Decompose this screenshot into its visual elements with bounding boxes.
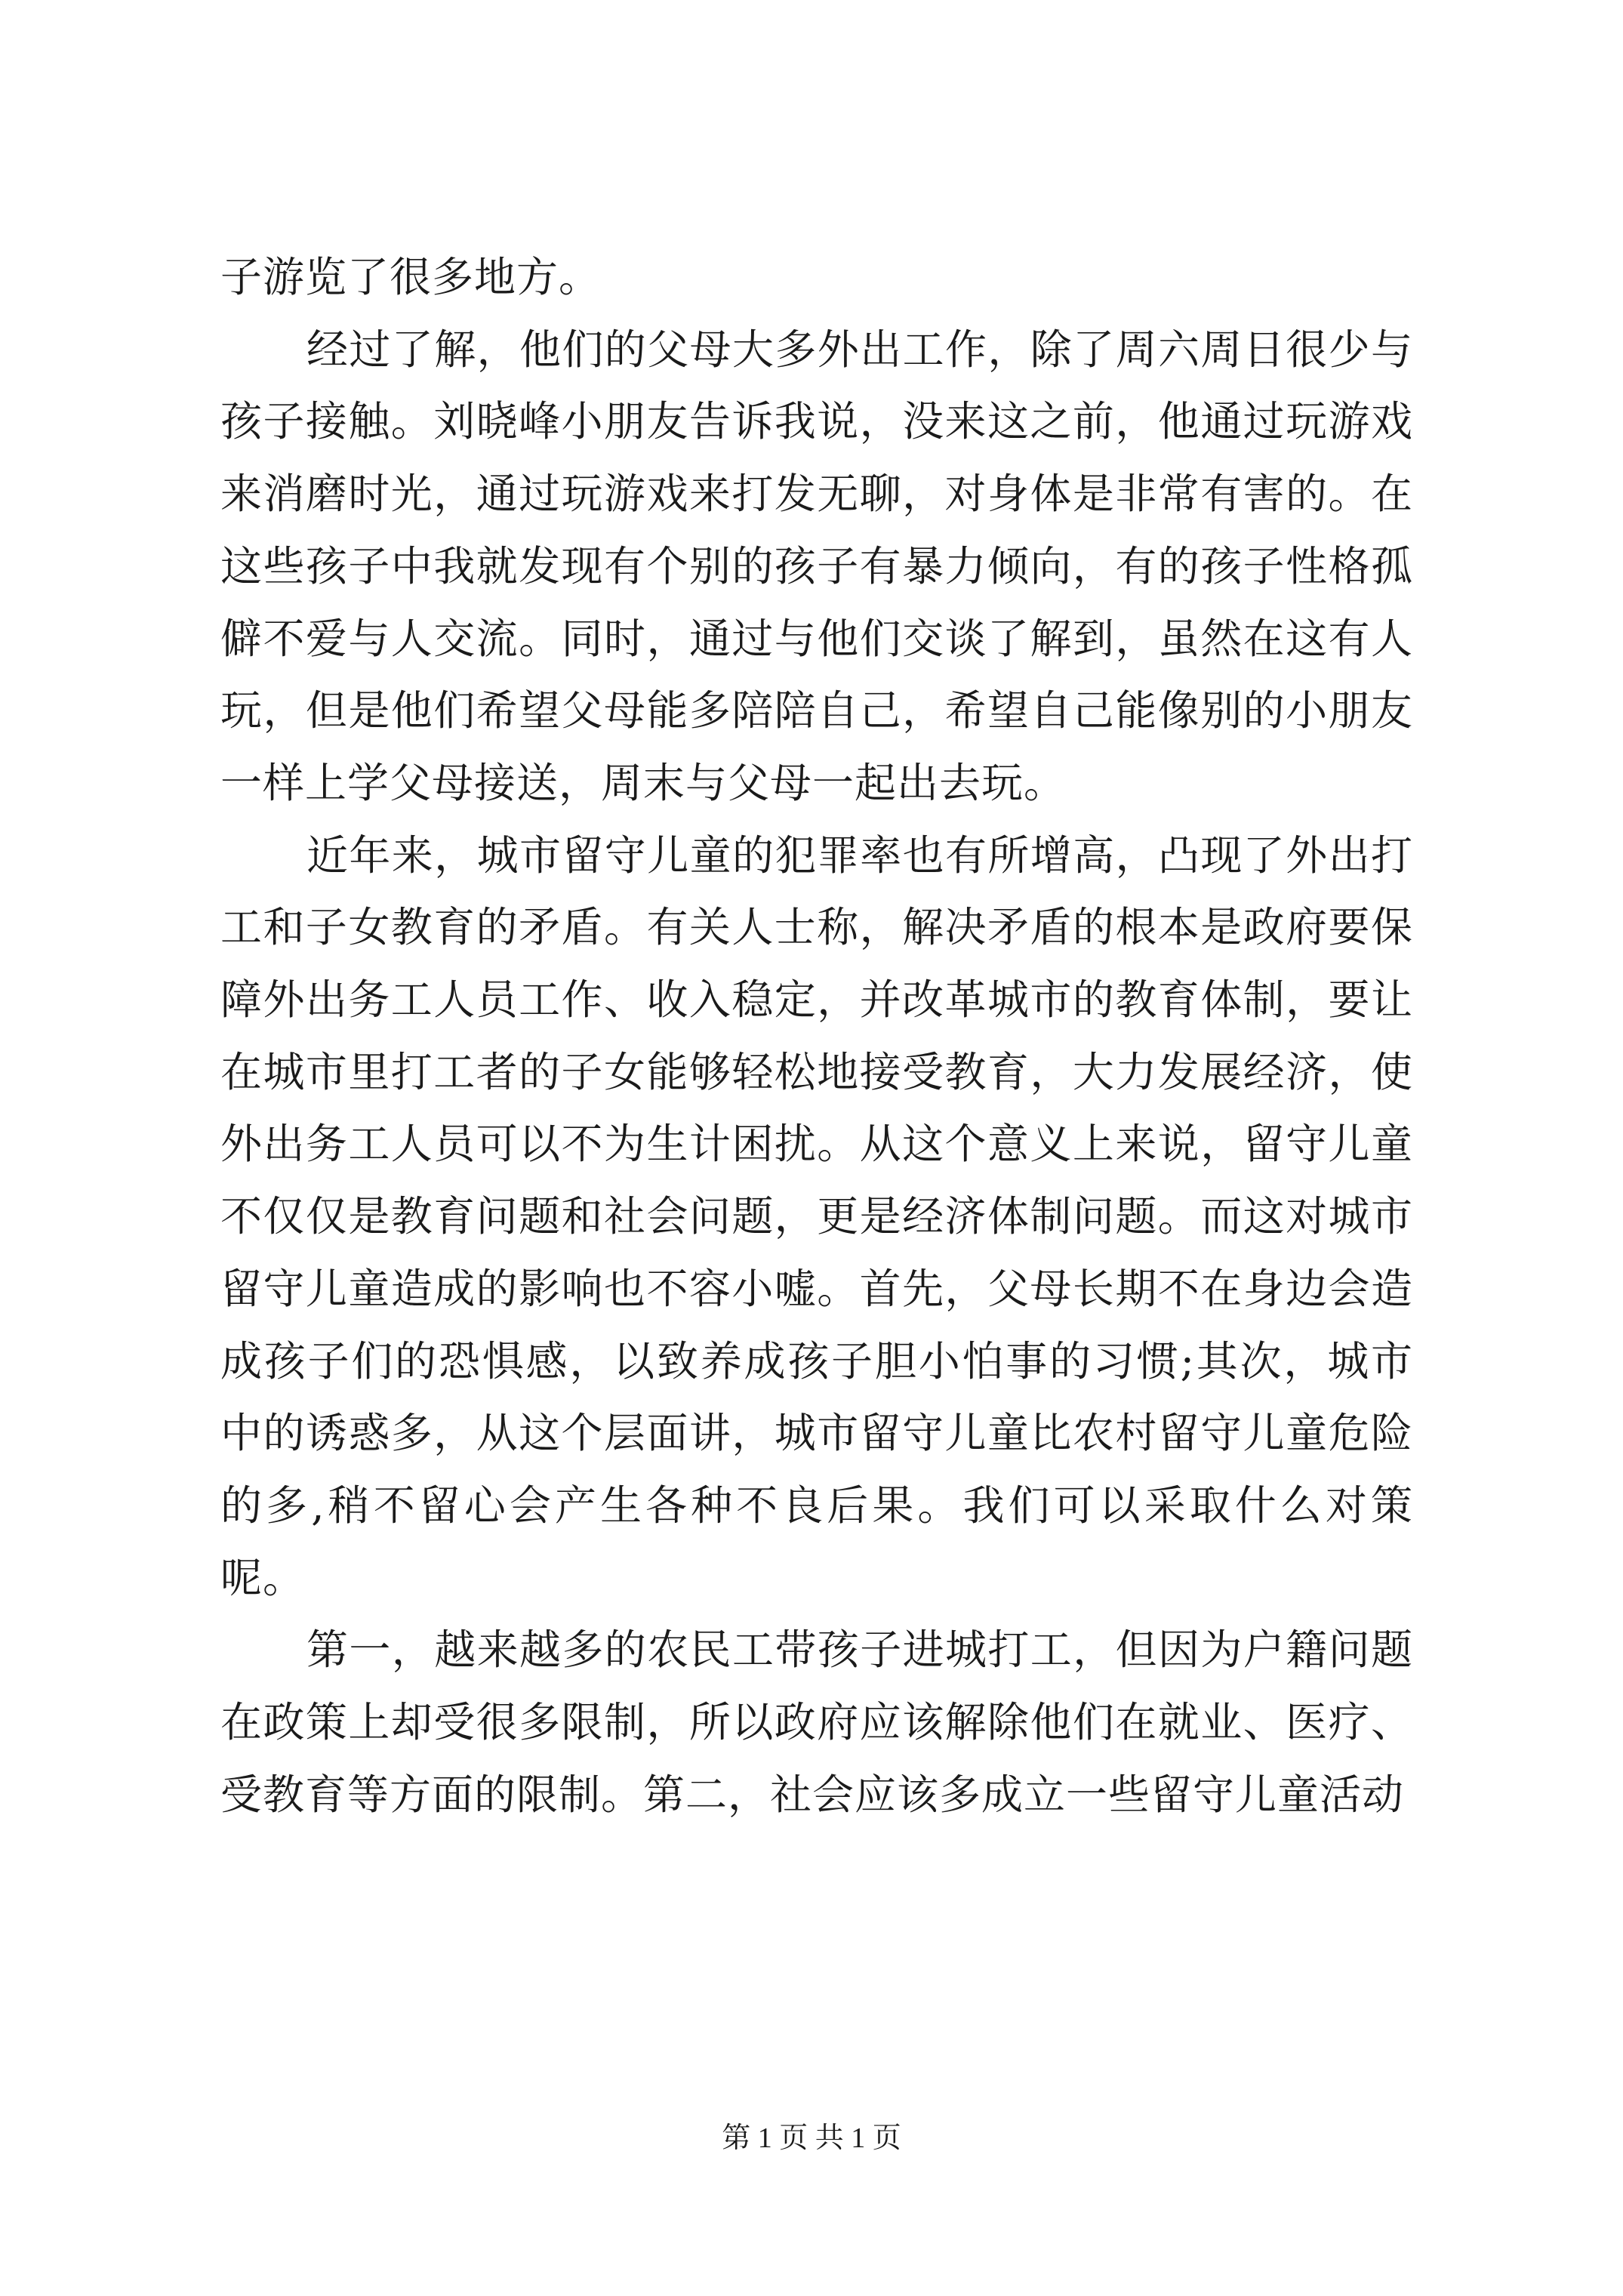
paragraph-4: 第一，越来越多的农民工带孩子进城打工，但因为户籍问题在政策上却受很多限制，所以政府应该解除他们在就业、医疗、受教育等方面的限制。第二，社会应该多成立一些留守儿童活动 — [220, 1626, 1413, 1819]
paragraph-3: 近年来，城市留守儿童的犯罪率也有所增高，凸现了外出打工和子女教育的矛盾。有关人士称，解决矛盾的根本是政府要保障外出务工人员工作、收入稳定，并改革城市的教育体制，要让在城市里打工者的子女能够轻松地接受教育，大力发展经济，使外出务工人员可以不为生计困扰。从这个意义上来说，留守儿童不仅仅是教育问题和社会问题，更是经济体制问题。而这对城市留守儿童造成的影响也不容小嘘。首先，父母长期不在身边会造成孩子们的恐惧感，以致养成孩子胆小怕事的习惯;其次，城市中的诱惑多，从这个层面讲，城市留守儿童比农村留守儿童危险的多,稍不留心会产生各种不良后果。我们可以采取什么对策呢。 — [220, 831, 1413, 1602]
document-body — [220, 242, 1413, 1831]
page-footer: 第 1 页 共 1 页 — [722, 2122, 901, 2154]
paragraph-1: 子游览了很多地方。 — [220, 253, 602, 301]
paragraph-2: 经过了解，他们的父母大多外出工作，除了周六周日很少与孩子接触。刘晓峰小朋友告诉我说，没来这之前，他通过玩游戏来消磨时光，通过玩游戏来打发无聊，对身体是非常有害的。在这些孩子中我就发现有个别的孩子有暴力倾向，有的孩子性格孤僻不爱与人交流。同时，通过与他们交谈了解到，虽然在这有人玩，但是他们希望父母能多陪陪自己，希望自己能像别的小朋友一样上学父母接送，周末与父母一起出去玩。 — [220, 325, 1413, 807]
